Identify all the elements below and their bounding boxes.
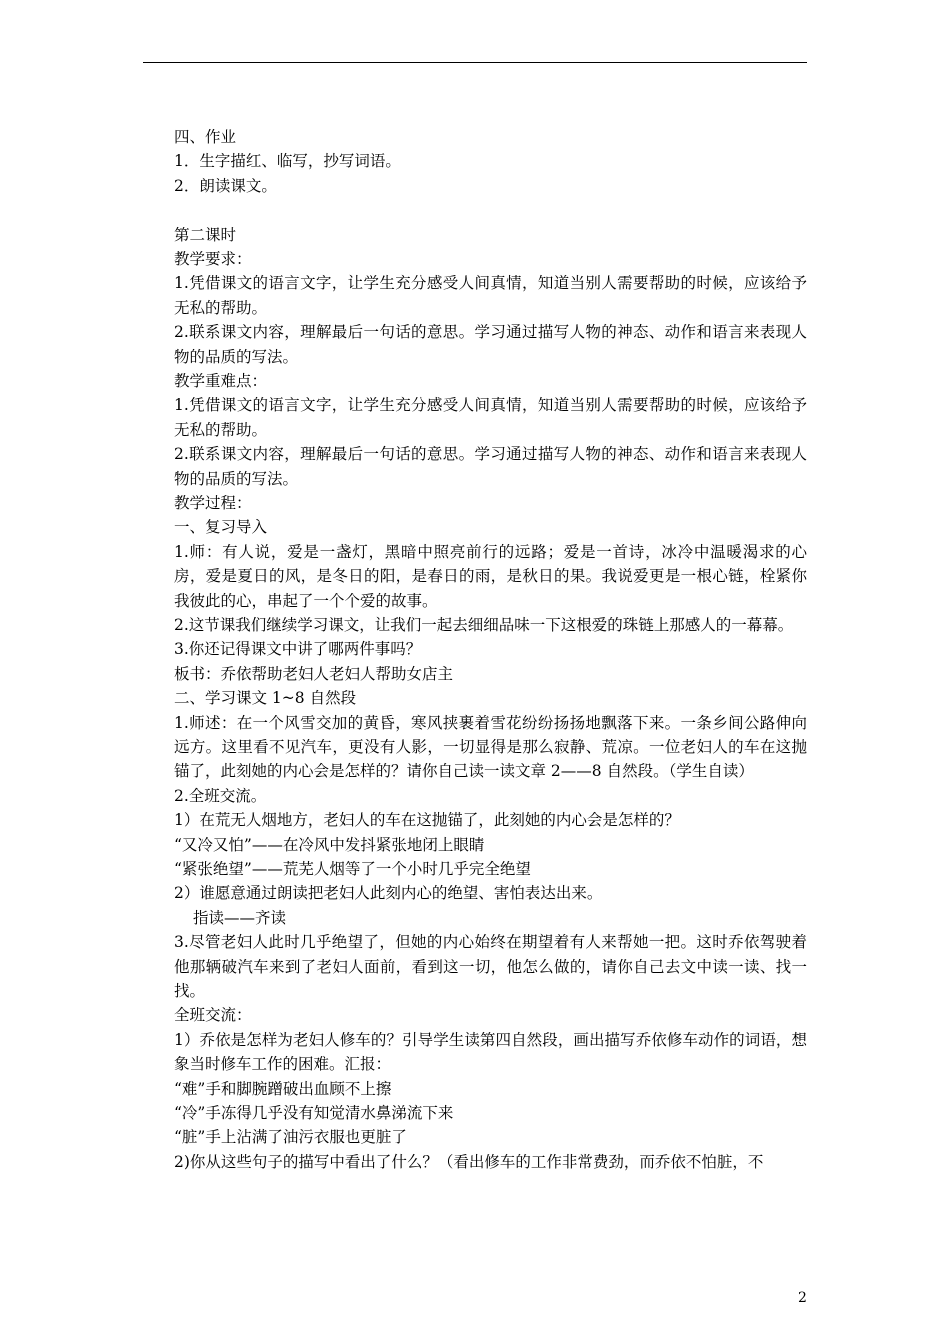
text-paragraph: 指读——齐读 xyxy=(193,908,287,927)
blank-line xyxy=(143,198,807,222)
text-paragraph: 2.联系课文内容，理解最后一句话的意思。学习通过描写人物的神态、动作和语言来表现人物的品质的写法。 xyxy=(174,445,807,488)
text-paragraph: 2.联系课文内容，理解最后一句话的意思。学习通过描写人物的神态、动作和语言来表现人物的品质的写法。 xyxy=(174,323,807,366)
text-paragraph: 第二课时 xyxy=(174,225,237,244)
text-paragraph: 全班交流： xyxy=(174,1006,252,1025)
text-paragraph: 1.师：有人说，爱是一盏灯，黑暗中照亮前行的远路；爱是一首诗，冰冷中温暖渴求的心房，爱是夏日的风，是冬日的阳，是春日的雨，是秋日的果。我说爱更是一根心链，栓紧你我彼此的心，串起了一个个爱的故事。 xyxy=(174,542,807,610)
text-paragraph: 1.凭借课文的语言文字，让学生充分感受人间真情，知道当别人需要帮助的时候，应该给予无私的帮助。 xyxy=(174,396,807,439)
page-number: 2 xyxy=(798,1290,807,1306)
text-paragraph: 2.全班交流。 xyxy=(174,786,267,805)
text-paragraph: 3.你还记得课文中讲了哪两件事吗？ xyxy=(174,640,422,659)
text-paragraph: 1）乔依是怎样为老妇人修车的？引导学生读第四自然段，画出描写乔依修车动作的词语，想象当时修车工作的困难。汇报： xyxy=(174,1030,807,1074)
document-body xyxy=(143,125,807,1174)
text-paragraph: 1.凭借课文的语言文字，让学生充分感受人间真情，知道当别人需要帮助的时候，应该给予无私的帮助。 xyxy=(174,274,807,317)
text-paragraph: 四、作业 xyxy=(174,128,237,146)
text-paragraph: 1）在荒无人烟地方，老妇人的车在这抛锚了，此刻她的内心会是怎样的？ xyxy=(174,811,680,830)
text-paragraph: “难”手和脚腕蹭破出血顾不上擦 xyxy=(174,1079,392,1098)
text-paragraph: 1．生字描红、临写，抄写词语。 xyxy=(174,152,401,171)
text-paragraph: 2．朗读课文。 xyxy=(174,176,277,195)
text-paragraph: 教学过程： xyxy=(174,493,252,512)
text-paragraph: 3.尽管老妇人此时几乎绝望了，但她的内心始终在期望着有人来帮她一把。这时乔依驾驶着他那辆破汽车来到了老妇人面前，看到这一切，他怎么做的，请你自己去文中读一读、找一找。 xyxy=(174,933,807,1000)
text-paragraph: “又冷又怕”——在冷风中发抖紧张地闭上眼睛 xyxy=(174,835,485,854)
text-paragraph: 2）谁愿意通过朗读把老妇人此刻内心的绝望、害怕表达出来。 xyxy=(174,884,603,903)
text-paragraph: 教学要求： xyxy=(174,249,252,268)
text-paragraph: “脏”手上沾满了油污衣服也更脏了 xyxy=(174,1128,407,1147)
text-paragraph: 二、学习课文 1~8 自然段 xyxy=(174,689,357,708)
text-paragraph: 板书：乔依帮助老妇人老妇人帮助女店主 xyxy=(174,664,454,683)
text-paragraph: “紧张绝望”——荒芜人烟等了一个小时几乎完全绝望 xyxy=(174,859,531,878)
text-paragraph: 2)你从这些句子的描写中看出了什么？（看出修车的工作非常费劲，而乔依不怕脏，不 xyxy=(174,1152,764,1171)
header-rule xyxy=(143,62,807,63)
text-paragraph: “冷”手冻得几乎没有知觉清水鼻涕流下来 xyxy=(174,1103,454,1122)
text-paragraph: 一、复习导入 xyxy=(174,518,268,537)
text-paragraph: 2.这节课我们继续学习课文，让我们一起去细细品味一下这根爱的珠链上那感人的一幕幕。 xyxy=(174,615,794,634)
text-paragraph: 教学重难点： xyxy=(174,371,268,390)
text-paragraph: 1.师述：在一个风雪交加的黄昏，寒风挟裹着雪花纷纷扬扬地飘落下来。一条乡间公路伸向远方。这里看不见汽车，更没有人影，一切显得是那么寂静、荒凉。一位老妇人的车在这抛锚了，此刻她的内心会是怎样的？请你自己读一读文章 2——8 自然段。（学生自读） xyxy=(174,713,807,781)
